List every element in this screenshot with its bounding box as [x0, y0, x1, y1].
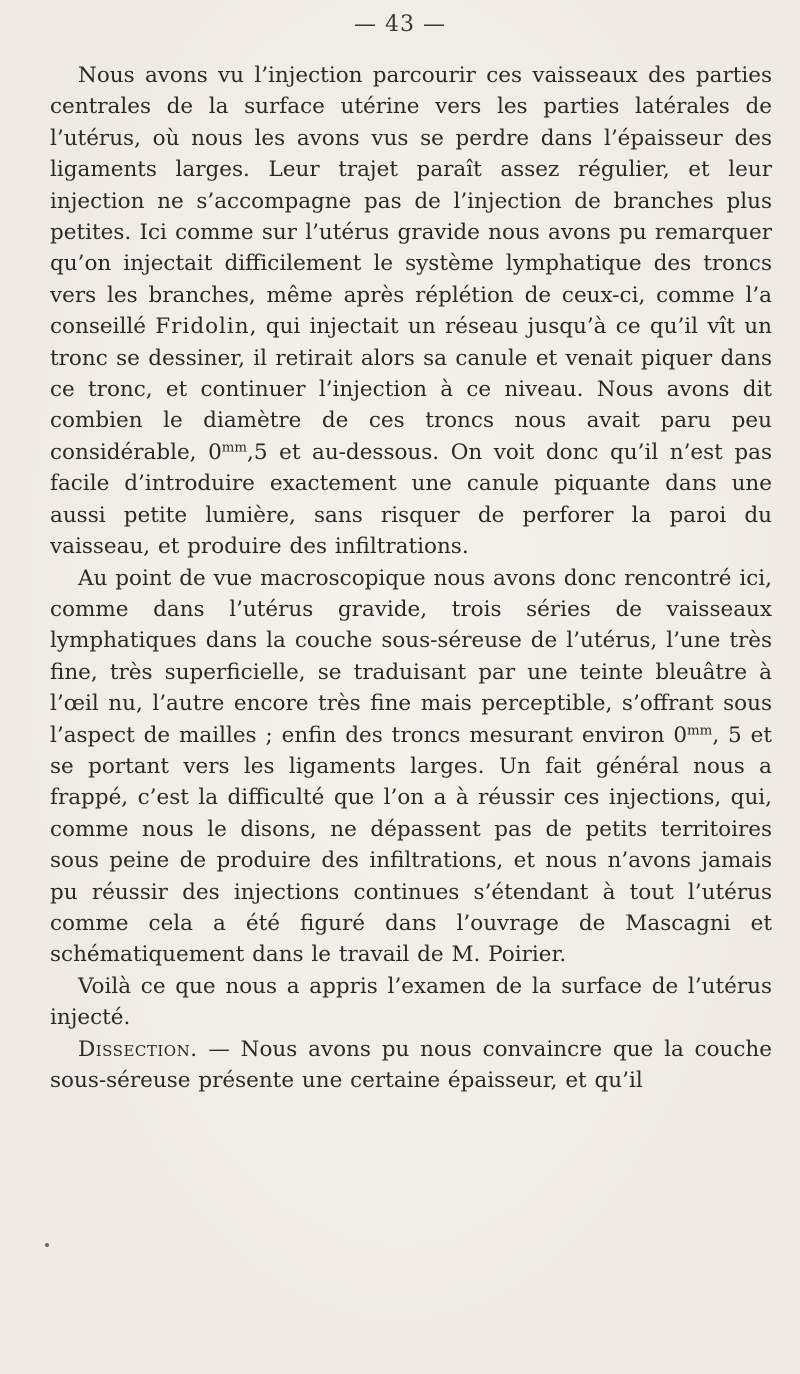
- paragraph-4-text: — Nous avons pu nous convaincre que la couche sous-séreuse présente une certaine épaisseur, et qu’il: [50, 1036, 772, 1093]
- ink-speck: [45, 1243, 49, 1247]
- paragraph-1-text-b: , qui injectait un réseau jusqu’à ce qu’il vît un tronc se dessiner, il retirait alors sa canule et venait piquer dans ce tronc, et continuer l’injection à ce niveau. Nous avons dit combien le diamètre de ces troncs nous avait paru peu considérable, 0: [50, 314, 772, 465]
- paragraph-3-text: Voilà ce que nous a appris l’examen de la surface de l’utérus injecté.: [50, 973, 772, 1031]
- page-number: — 43 —: [354, 12, 446, 37]
- paragraph-3: [50, 971, 772, 1034]
- paragraph-1-text-a: Nous avons vu l’injection parcourir ces vaisseaux des parties centrales de la surface utérine vers les parties latérales de l’utérus, où nous les avons vus se perdre dans l’épaisseur des ligaments larges. Leur trajet paraît assez régulier, et leur injection ne s’accompagne pas de l’injection de branches plus petites. Ici comme sur l’utérus gravide nous avons pu remarquer qu’on injectait difficilement le système lymphatique des troncs vers les branches, même après réplétion de ceux-ci, comme l’a conseillé: [50, 63, 772, 340]
- paragraph-4: [50, 1034, 772, 1097]
- body-text: [50, 60, 772, 1096]
- author-name-fridolin: Fridolin: [155, 314, 250, 340]
- unit-superscript: mm: [687, 723, 713, 739]
- section-heading-dissection: Dissection.: [78, 1036, 198, 1062]
- paragraph-2-text-b: , 5 et se portant vers les ligaments larges. Un fait général nous a frappé, c’est la difficulté que l’on a à réussir ces injections, qui, comme nous le disons, ne dépassent pas de petits territoires sous peine de produire des infiltrations, et nous n’avons jamais pu réussir des injections continues s’étendant à tout l’utérus comme cela a été figuré dans l’ouvrage de Mascagni et schématiquement dans le travail de M. Poirier.: [50, 722, 772, 968]
- paragraph-2: [50, 563, 772, 971]
- paragraph-1: [50, 60, 772, 563]
- unit-superscript: mm: [221, 440, 248, 456]
- paragraph-1-text-c: ,5 et au-dessous. On voit donc qu’il n’est pas facile d’introduire exactement une canule piquante dans une aussi petite lumière, sans risquer de perforer la paroi du vaisseau, et produire des infiltrations.: [50, 439, 772, 560]
- paragraph-2-text-a: Au point de vue macroscopique nous avons donc rencontré ici, comme dans l’utérus gravide, trois séries de vaisseaux lymphatiques dans la couche sous-séreuse de l’utérus, l’une très fine, très superficielle, se traduisant par une teinte bleuâtre à l’œil nu, l’autre encore très fine mais perceptible, s’offrant sous l’aspect de mailles ; enfin des troncs mesurant environ 0: [50, 565, 772, 748]
